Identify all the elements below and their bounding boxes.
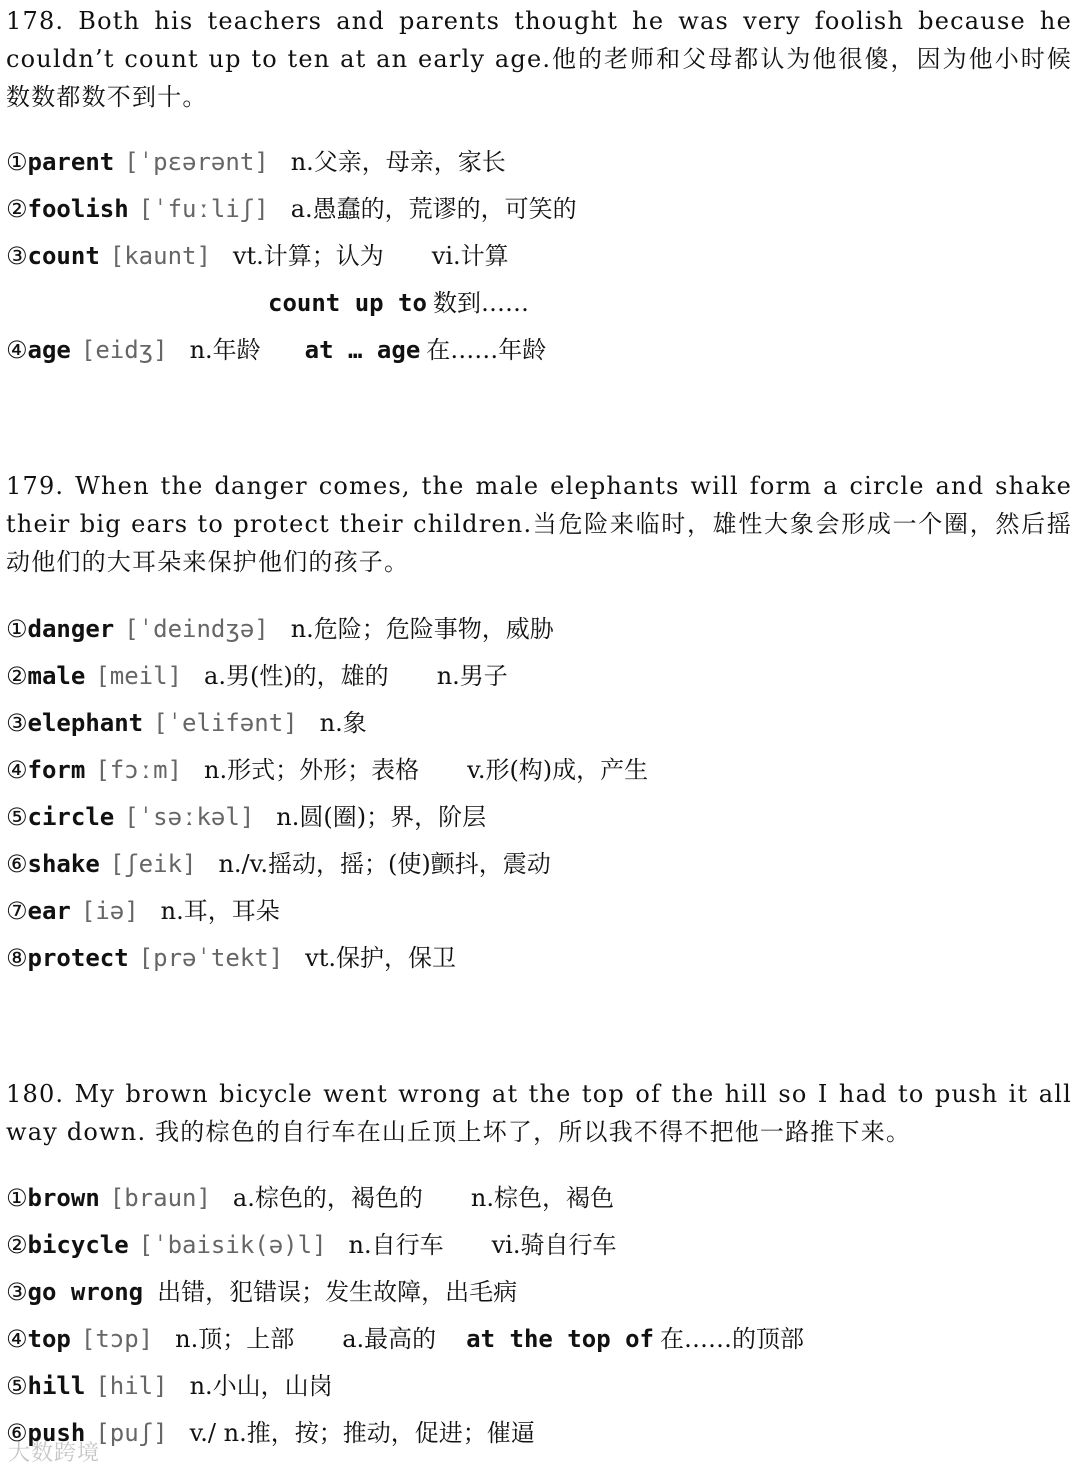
- phonetic: [fɔːm]: [95, 756, 183, 784]
- example-sentence-178: 178. Both his teachers and parents thought he was very foolish because he couldn’t count up to ten at an early age.他的老师和父母都认为他很傻，因为他小时候数数都数不到十。: [6, 7, 1072, 111]
- phrase-definition: 在……的顶部: [660, 1325, 804, 1353]
- definition: n./v.摇动，摇；(使)颤抖，震动: [218, 850, 551, 878]
- headword: push: [27, 1419, 86, 1447]
- vocab-entry-brown: [6, 1175, 804, 1222]
- phonetic: [ˈpɛərənt]: [124, 148, 269, 176]
- example-sentence-179: 179. When the danger comes, the male elephants will form a circle and shake their big ears to protect their children.当危险来临时，雄性大象会形成一个圈，然后摇动他们的大耳朵来保护他们的孩子。: [6, 472, 1072, 576]
- phrase: at … age: [304, 336, 421, 364]
- definition: n.自行车: [348, 1231, 444, 1259]
- definition: n.小山，山岗: [189, 1372, 333, 1400]
- vocab-entry-circle: [6, 794, 648, 841]
- vocab-entry-form: [6, 747, 648, 794]
- definition: vt.计算；认为: [232, 242, 384, 270]
- definition-2: vi.计算: [431, 242, 509, 270]
- definition: n.象: [319, 709, 367, 737]
- vocab-entry-foolish: [6, 186, 577, 233]
- phonetic: [puʃ]: [95, 1419, 168, 1447]
- headword: shake: [27, 850, 100, 878]
- entry-number: ④: [6, 756, 28, 784]
- phonetic: [prəˈtekt]: [138, 944, 284, 972]
- vocab-entry-push: [6, 1410, 804, 1457]
- phonetic: [ˈbaisik(ə)l]: [138, 1231, 327, 1259]
- entry-number: ①: [6, 148, 28, 176]
- entry-number: ①: [6, 1184, 28, 1212]
- headword: form: [27, 756, 86, 784]
- vocab-phrase-count-up-to: [6, 280, 577, 327]
- vocab-entry-male: [6, 653, 648, 700]
- entry-number: ⑤: [6, 803, 28, 831]
- definition-2: a.最高的: [342, 1325, 437, 1353]
- definition: n.顶；上部: [175, 1325, 295, 1353]
- vocab-entry-danger: [6, 606, 648, 653]
- definition: n.危险；危险事物，威胁: [290, 615, 554, 643]
- definition: a.棕色的，褐色的: [232, 1184, 423, 1212]
- definition-2: n.棕色，褐色: [470, 1184, 614, 1212]
- phonetic: [braun]: [109, 1184, 211, 1212]
- headword: danger: [27, 615, 115, 643]
- entry-number: ③: [6, 242, 28, 270]
- headword: elephant: [27, 709, 144, 737]
- entry-number: ⑥: [6, 850, 28, 878]
- entry-number: ⑤: [6, 1372, 28, 1400]
- phrase: at the top of: [466, 1325, 654, 1353]
- phonetic: [ʃeik]: [109, 850, 197, 878]
- headword: count: [27, 242, 100, 270]
- definition: n.年龄: [189, 336, 261, 364]
- vocab-entry-bicycle: [6, 1222, 804, 1269]
- entry-number: ④: [6, 1325, 28, 1353]
- vocab-list-180: [6, 1175, 804, 1457]
- headword: bicycle: [27, 1231, 129, 1259]
- watermark: 大数跨境: [8, 1441, 101, 1466]
- phonetic: [kaunt]: [109, 242, 211, 270]
- entry-number: ⑥: [6, 1419, 28, 1447]
- headword: hill: [27, 1372, 86, 1400]
- headword: ear: [27, 897, 71, 925]
- definition-2: v.形(构)成，产生: [467, 756, 649, 784]
- entry-number: ③: [6, 1278, 28, 1306]
- definition: a.愚蠢的，荒谬的，可笑的: [290, 195, 577, 223]
- vocab-entry-top: [6, 1316, 804, 1363]
- vocab-entry-count: [6, 233, 577, 280]
- entry-number: ③: [6, 709, 28, 737]
- headword: age: [27, 336, 71, 364]
- definition: n.形式；外形；表格: [204, 756, 420, 784]
- headword: parent: [27, 148, 115, 176]
- definition-2: vi.骑自行车: [491, 1231, 617, 1259]
- headword: foolish: [27, 195, 129, 223]
- entry-number: ②: [6, 1231, 28, 1259]
- phonetic: [meil]: [95, 662, 183, 690]
- example-sentence-180: 180. My brown bicycle went wrong at the top of the hill so I had to push it all way down. 我的棕色的自行车在山丘顶上坏了，所以我不得不把他一路推下来。: [6, 1080, 1072, 1146]
- headword: protect: [27, 944, 129, 972]
- definition: n.父亲，母亲，家长: [290, 148, 506, 176]
- vocab-entry-hill: [6, 1363, 804, 1410]
- definition: 出错，犯错误；发生故障，出毛病: [157, 1278, 518, 1306]
- vocab-entry-ear: [6, 888, 648, 935]
- vocab-entry-shake: [6, 841, 648, 888]
- phonetic: [ˈsəːkəl]: [124, 803, 255, 831]
- vocab-list-178: [6, 139, 577, 374]
- vocab-list-179: [6, 606, 648, 982]
- headword: top: [27, 1325, 71, 1353]
- entry-number: ②: [6, 195, 28, 223]
- headword: go wrong: [27, 1278, 144, 1306]
- definition-2: n.男子: [436, 662, 508, 690]
- definition: v./ n.推，按；推动，促进；催逼: [189, 1419, 535, 1447]
- phrase-definition: 在……年龄: [426, 336, 547, 364]
- entry-number: ⑧: [6, 944, 28, 972]
- vocab-entry-protect: [6, 935, 648, 982]
- vocab-entry-elephant: [6, 700, 648, 747]
- definition: n.圆(圈)；界，阶层: [276, 803, 487, 831]
- phonetic: [ˈfuːliʃ]: [138, 195, 269, 223]
- phrase-definition: 数到……: [432, 289, 529, 317]
- entry-number: ④: [6, 336, 28, 364]
- headword: brown: [27, 1184, 100, 1212]
- vocab-entry-go-wrong: [6, 1269, 804, 1316]
- entry-number: ②: [6, 662, 28, 690]
- headword: circle: [27, 803, 115, 831]
- definition: vt.保护，保卫: [305, 944, 457, 972]
- phonetic: [ˈdeindʒə]: [124, 615, 269, 643]
- phrase: count up to: [268, 289, 427, 317]
- vocab-entry-age: [6, 327, 577, 374]
- definition: a.男(性)的，雄的: [204, 662, 389, 690]
- entry-number: ⑦: [6, 897, 28, 925]
- phonetic: [eidʒ]: [80, 336, 168, 364]
- vocab-entry-parent: [6, 139, 577, 186]
- headword: male: [27, 662, 86, 690]
- definition: n.耳，耳朵: [160, 897, 280, 925]
- phonetic: [iə]: [80, 897, 139, 925]
- phonetic: [tɔp]: [80, 1325, 154, 1353]
- phonetic: [hil]: [95, 1372, 168, 1400]
- phonetic: [ˈelifənt]: [153, 709, 298, 737]
- entry-number: ①: [6, 615, 28, 643]
